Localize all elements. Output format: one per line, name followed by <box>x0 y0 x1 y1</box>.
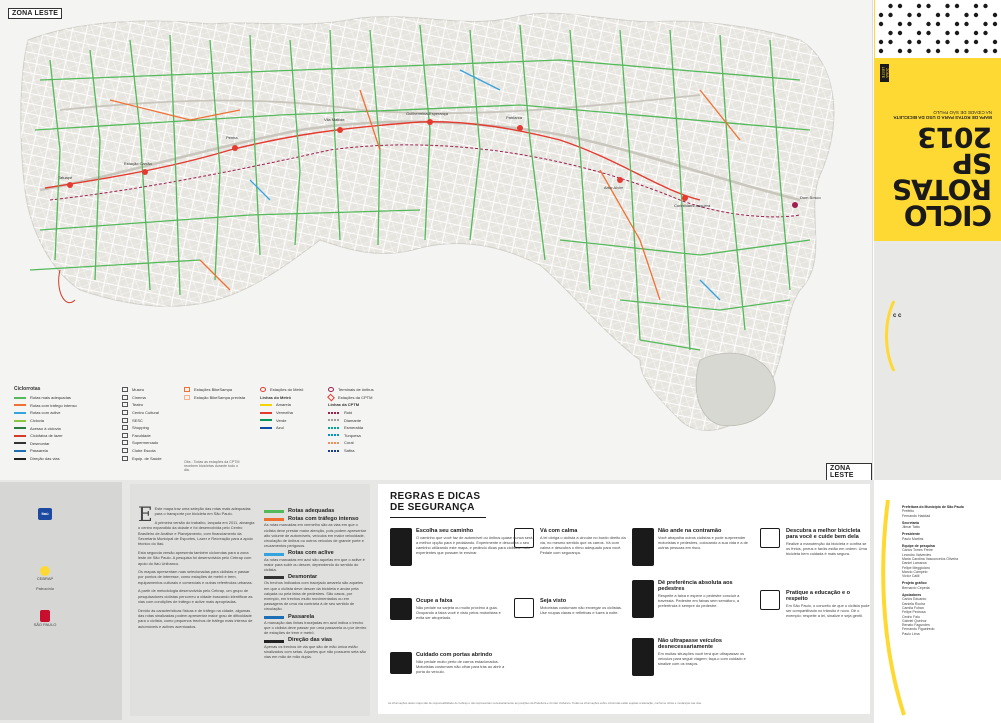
sesc-icon <box>122 418 128 423</box>
legend-bike <box>184 386 254 472</box>
wrong-way-icon <box>632 528 654 566</box>
dot <box>993 40 997 44</box>
legend-label: Museu <box>132 387 145 393</box>
dot <box>974 13 978 17</box>
metro-station-icon <box>260 387 266 392</box>
rule-item <box>786 590 870 618</box>
swatch <box>14 435 26 437</box>
intro-paragraph-text: Este mapa traz uma seleção das rotas mais adequadas para o transporte por bicicleta em São Paulo. <box>154 506 251 517</box>
staff-heading: Presidente <box>902 532 920 537</box>
legend-row <box>14 409 112 417</box>
rule-title: Vá com calma <box>540 528 578 534</box>
dropcap: E <box>138 502 153 526</box>
staff-name: Carlos Torres Freire <box>902 548 933 553</box>
swatch <box>260 427 272 429</box>
legend-row <box>184 394 254 402</box>
staff-name: Maria Carolina Vasconcelos Oliveira <box>902 556 959 561</box>
dot <box>898 22 902 26</box>
route-type-heading <box>264 509 368 514</box>
place-label: Guilhermina-Esperança <box>406 111 449 116</box>
staff-name: Cedric Falu <box>902 614 920 619</box>
park-area <box>696 353 775 426</box>
university-icon <box>122 433 128 438</box>
legend-row <box>328 386 398 394</box>
dot <box>917 40 921 44</box>
crosswalk-icon <box>632 580 654 618</box>
rule-title: Seja visto <box>540 598 567 604</box>
legend-label: Estação BikeSampa prevista <box>194 394 246 400</box>
cebrap-logo <box>40 566 50 576</box>
swatch <box>260 412 272 414</box>
sponsor-label: Patrocínio <box>35 586 54 591</box>
bicycles-icon <box>760 528 780 548</box>
legend-label: Ciclovia <box>30 418 45 424</box>
legend-row <box>122 416 176 424</box>
staff-name: Marcio Campelo <box>902 569 928 574</box>
legend-label: Rotas mais adequadas <box>30 395 71 401</box>
itau-logo: Itaú <box>38 508 52 520</box>
staff-name: Victor Callil <box>902 574 920 579</box>
staff-heading: Prefeitura do Município de São Paulo <box>902 505 964 509</box>
credits-panel <box>874 241 1001 481</box>
dot <box>983 4 987 8</box>
rule-item <box>416 528 534 555</box>
route-type-text: As rotas marcadas em azul são aquelas em que o aclive é maior para subir ou descer, dependendo do sentido do ciclista. <box>264 556 365 573</box>
sponsor-logo <box>10 508 80 520</box>
rule-title: Descubra a melhor bicicleta para você e cuide bem dela <box>786 528 861 541</box>
rule-item <box>416 652 510 674</box>
dot <box>955 4 959 8</box>
route-type-text: As rotas marcadas em vermelho são as vias em que o ciclista deve prestar maior atenção, pois podem apresentar alto volume de automóveis, veículos em maior velocidade, circulação de ônibus ou outros veículos de grande porte e cruzamentos perigosos. <box>264 522 367 549</box>
place-label: Corinthians-Itaquera <box>674 203 711 208</box>
dot <box>983 22 987 26</box>
rule-item <box>658 580 754 608</box>
dot <box>945 40 949 44</box>
intro-paragraph: Devido às características físicas e de tráfego na cidade, algumas das rotas sinalizadas podem apresentar maior grau de dificuldade para o ciclista, como pequenos trechos de tráfego mais intenso de automóveis e aclives acentuados. <box>138 607 253 629</box>
staff-name: Paulo Lima <box>902 631 920 636</box>
legend-poi <box>122 386 176 462</box>
legend-row <box>328 432 398 440</box>
legend-label: Teatro <box>132 402 144 408</box>
legend-label: Cinema <box>132 394 146 400</box>
staff-name: Gabriel Queiroz <box>902 618 927 623</box>
bikesampa-icon <box>184 387 190 392</box>
legend-label: Shopping <box>132 425 149 431</box>
legend-row <box>122 386 176 394</box>
legend-label: Azul <box>276 425 284 431</box>
swatch <box>14 420 26 422</box>
swatch <box>260 419 272 421</box>
rule-item <box>540 528 628 555</box>
place-label: Vila Matilde <box>324 117 345 122</box>
dot <box>983 31 987 35</box>
staff-name: Renato Fagundes <box>902 623 930 628</box>
rule-text: Não pedale na sarjeta ou muito próximo à guia. Ocupando a faixa você é visto pelos motoristas e evita ser atropelado. <box>416 605 501 621</box>
legend-label: Ciclofaixa de lazer <box>30 433 63 439</box>
dot <box>917 13 921 17</box>
place-label: Estação Carrão <box>124 161 152 166</box>
route-swatch <box>264 518 284 521</box>
swatch <box>14 412 26 414</box>
dot <box>964 22 968 26</box>
dot <box>964 13 968 17</box>
place-label: Tatuapé <box>58 175 73 180</box>
dot <box>945 4 949 8</box>
legend-row <box>14 440 112 448</box>
staff-name: Leandro Valverdes <box>902 552 932 557</box>
place-label: Penha <box>226 135 238 140</box>
route-type-text: Apenas os trechos de via que são de mão única estão sinalizados com setas. Aqueles que não possuem seta são vias em mão de mão dupla. <box>264 643 366 660</box>
rule-item <box>416 598 510 620</box>
no-overtake-icon <box>632 638 654 676</box>
rule-text: Em São Paulo, o conceito de que o ciclista pode ser compartilhado no trânsito é novo. Dê o exemplo: respeite a lei, sinalize e seja gentil. <box>786 603 870 619</box>
legend-row <box>14 417 112 425</box>
swatch <box>328 419 340 421</box>
take-lane-icon <box>390 598 412 620</box>
swatch <box>328 450 340 452</box>
car-door-icon <box>390 652 412 674</box>
legend-metro <box>260 386 326 432</box>
dot <box>898 31 902 35</box>
legend-label: Supermercado <box>132 440 159 446</box>
dot-wave-decoration <box>874 241 1001 481</box>
legend-label: Clube Escola <box>132 448 156 454</box>
zone-label-bottom: ZONA LESTE <box>826 463 872 481</box>
swatch <box>14 458 26 460</box>
dot <box>907 13 911 17</box>
rule-text: A lei obriga o ciclista a circular no bordo direito da via, no mesmo sentido que os carros. Vá com calma e descubra o ritmo adequado para você. Pedale com segurança. <box>540 535 626 556</box>
rule-title: Pratique a educação e o respeito <box>786 590 851 603</box>
staff-name: Jilmar Tatto <box>902 525 920 530</box>
health-icon <box>122 456 128 461</box>
bikesampa-planned-icon <box>184 395 190 400</box>
route-type-title: Rotas adequadas <box>288 508 335 514</box>
rule-text: Realize a manutenção da bicicleta e confira se os freios, pneus e faróis estão em ordem. Uma bicicleta bem cuidada é mais segura. <box>786 541 867 557</box>
legend-row <box>122 401 176 409</box>
theater-icon <box>122 402 128 407</box>
dot <box>955 22 959 26</box>
dot <box>993 22 997 26</box>
legend-row <box>14 432 112 440</box>
rule-text: Você atrapalha outros ciclistas e pode surpreender motoristas e pedestres, colocando a sua vida e a de outras pessoas em risco. <box>658 535 748 551</box>
rule-title: Ocupe a faixa <box>416 598 453 604</box>
legend-label: Direção das vias <box>30 456 60 462</box>
staff-heading: Equipe de pesquisa <box>902 544 935 549</box>
swatch <box>14 427 26 429</box>
cover-subtitle: MAPA DE ROTAS PARA O USO DA BICICLETA <box>893 115 992 120</box>
cover-title-block <box>884 78 992 232</box>
dot <box>926 49 930 53</box>
intro-paragraph: A partir de metodologia desenvolvida pelo Cebrap, um grupo de pesquisadores ciclistas percorreu a cidade buscando identificar as vias com condições de tráfego e aclive mais apropriadas. <box>138 588 253 605</box>
dot <box>945 31 949 35</box>
route-swatch <box>264 576 284 579</box>
rule-title: Não ultrapasse veículos desnecessariamente <box>658 638 723 651</box>
legend-cptm <box>328 386 398 454</box>
cc-mark: c c <box>893 313 902 319</box>
staff-heading: Secretaria <box>902 520 919 525</box>
legend-row <box>122 447 176 455</box>
legend-row <box>328 409 398 417</box>
legend-row <box>260 424 326 432</box>
route-swatch <box>264 616 284 619</box>
staff-name: Fernando Figueiredo <box>902 627 935 632</box>
legend-label: Verde <box>276 417 287 423</box>
museum-icon <box>122 387 128 392</box>
cptm-station-icon <box>327 394 335 402</box>
legend-label: Amarela <box>276 402 291 408</box>
rule-title: Cuidado com portas abrindo <box>416 652 493 658</box>
cover-subtitle-2: NA CIDADE DE SÃO PAULO <box>933 110 992 115</box>
cinema-icon <box>122 395 128 400</box>
route-swatch <box>264 510 284 513</box>
legend-row <box>184 386 254 394</box>
courtesy-icon <box>760 590 780 610</box>
dot <box>955 31 959 35</box>
rule-title: Escolha seu caminho <box>416 528 474 534</box>
dot <box>926 31 930 35</box>
dot <box>888 13 892 17</box>
legend-label: Diamante <box>344 417 362 423</box>
legend-row <box>14 424 112 432</box>
legend-row <box>122 394 176 402</box>
dot <box>879 49 883 53</box>
staff-heading: Apoiadores <box>902 593 922 598</box>
rule-title: Não ande na contramão <box>658 528 722 534</box>
dot <box>879 22 883 26</box>
swatch <box>14 442 26 444</box>
staff-name: Felipe Meggiolaro <box>902 565 930 570</box>
legend-row <box>260 416 326 424</box>
intro-paragraph <box>138 502 256 526</box>
legend-row <box>328 416 398 424</box>
route-type-title: Desmontar <box>288 574 318 581</box>
dot <box>993 13 997 17</box>
route-type-text: A marcação das linhas tracejadas em azul indica o trecho que o ciclista deve passar por uma passarela ou por dentro de estações de trem e metrô. <box>264 619 367 636</box>
rules-title-line: DE SEGURANÇA <box>390 502 475 513</box>
route-type-title: Direção das vias <box>288 637 333 644</box>
route-type-text: Os trechos indicados com tracejado amarelo são aqueles em que o ciclista deve descer da bicicleta e andar pela calçada ou pela faixa de pedestres. São casos, por exemplo, em trechos muito movimentados ou em passagens de uma via contrária à de seu sentido de circulação. <box>264 580 364 612</box>
dot <box>974 40 978 44</box>
swatch <box>328 434 340 436</box>
swatch <box>14 397 26 399</box>
bike-lane-icon <box>390 528 412 566</box>
legend-row <box>122 439 176 447</box>
dot <box>898 49 902 53</box>
dot <box>926 4 930 8</box>
legend-label: Turquesa <box>344 432 361 438</box>
legend-routes-title: Ciclorrotas <box>14 386 41 392</box>
dot <box>907 40 911 44</box>
staff-credits <box>902 502 997 636</box>
legend-row <box>260 401 326 409</box>
dot <box>936 22 940 26</box>
rule-title: Dê preferência absoluta aos pedestres <box>658 580 733 593</box>
dot <box>907 22 911 26</box>
dot <box>964 49 968 53</box>
staff-name: Carlos Eduardo <box>902 597 927 602</box>
route-types <box>264 506 368 659</box>
rules-divider <box>390 517 486 518</box>
dot <box>936 40 940 44</box>
staff-name: Bernardo Cepeda <box>902 585 930 590</box>
cover-title-line: CICLO <box>904 199 992 232</box>
supermarket-icon <box>122 440 128 445</box>
legend-note: Obs.: Todas as estações da CPTM recebem bicicletas durante todo o dia. <box>184 460 240 472</box>
route-swatch <box>264 553 284 556</box>
legend-row <box>328 447 398 455</box>
dot <box>888 4 892 8</box>
dot <box>888 31 892 35</box>
sponsor-logo <box>10 566 80 581</box>
staff-name: Camila Fuhan <box>902 605 924 610</box>
legend-row <box>14 402 112 410</box>
legend-row <box>14 447 112 455</box>
rule-item <box>658 638 754 666</box>
route-type-title: Rotas com aclive <box>288 550 334 557</box>
rule-text: O caminho que você faz de automóvel ou ônibus quase nunca será a melhor opção para ir pedalando. Experimente e descubra o seu caminho utilizando este mapa, e pedindo dicas para ciclistas mais experientes que possam te ensinar. <box>416 535 533 556</box>
staff-name: Paulo Martins <box>902 536 924 541</box>
legend-label: Vermelha <box>276 410 293 416</box>
legend-row <box>260 409 326 417</box>
sponsor-strip <box>0 482 122 720</box>
staff-name: Felipe Pedrosa <box>902 610 926 615</box>
bus-terminal-icon <box>328 387 334 392</box>
legend-row <box>122 454 176 462</box>
sponsor-logo <box>10 610 80 627</box>
legend-label: Equip. de Saúde <box>132 455 162 461</box>
cover-title-line: SP 2013 <box>918 121 992 180</box>
legend-label: Rubi <box>344 410 353 416</box>
legend-label: Esmeralda <box>344 425 364 431</box>
rule-text: Motoristas costumam não enxergar os ciclistas. Use roupas claras e refletivas e luzes à noite. <box>540 605 622 616</box>
dot <box>964 40 968 44</box>
dot <box>936 49 940 53</box>
dot <box>983 49 987 53</box>
legend-label: SESC <box>132 417 143 423</box>
club-icon <box>122 448 128 453</box>
rule-text: Respeite a faixa e espere o pedestre concluir a travessia. Pedestre em faixas sem semáforo, a preferência é sempre do pedestre. <box>658 593 740 609</box>
dot <box>936 13 940 17</box>
dot <box>879 40 883 44</box>
staff-name: Daniel Lamarca <box>902 561 927 566</box>
dot <box>917 31 921 35</box>
route-type-title: Passarela <box>288 613 315 620</box>
rules-title-line: REGRAS E DICAS <box>390 491 481 502</box>
route-type-title: Rotas com tráfego intenso <box>288 516 359 523</box>
legend-label: Centro Cultural <box>132 410 159 416</box>
legend-row <box>122 409 176 417</box>
rule-item <box>786 528 870 556</box>
dot <box>898 4 902 8</box>
legend-cptm-title: Linhas da CPTM <box>328 402 360 408</box>
dot <box>879 13 883 17</box>
dot <box>945 13 949 17</box>
legend-row <box>260 386 326 394</box>
dot <box>993 49 997 53</box>
staff-name: Daniela Rocha <box>902 601 925 606</box>
footnote: As informações deste mapa são de responsabilidade do Cebrap e não representam necessariamente as posições da Prefeitura e do Itaú Unibanco. Todas as informações sobre ciclorrotas estão sujeitas a alteração, conforme obras e mudanças nas vias. <box>388 701 702 705</box>
route-swatch <box>264 640 284 643</box>
swatch <box>328 412 340 414</box>
legend-label: Faculdade <box>132 432 151 438</box>
legend-row <box>328 424 398 432</box>
cover-title-line: ROTAS <box>892 173 992 206</box>
staff-name: Prefeito <box>902 509 915 514</box>
cover-badge: ZONA LESTE <box>880 64 889 82</box>
legend-label: Terminais de ônibus <box>338 387 374 393</box>
swatch <box>14 404 26 406</box>
sponsor-label: CEBRAP <box>36 576 54 581</box>
dot <box>926 22 930 26</box>
swatch <box>260 404 272 406</box>
cover-title <box>884 121 992 232</box>
be-seen-icon <box>514 598 534 618</box>
legend-row <box>328 394 398 402</box>
legend-label: Rotas com aclive <box>30 410 61 416</box>
dot <box>974 4 978 8</box>
legend-row <box>122 432 176 440</box>
rules-title <box>390 491 480 513</box>
legend-routes <box>14 386 112 462</box>
dot <box>974 31 978 35</box>
legend-label: Safira <box>344 448 355 454</box>
legend-label: Estações da CPTM <box>338 394 373 400</box>
intro-paragraph: Os mapas apresentam ruas selecionadas para ciclistas e passar por pontos de interesse, como estações de metrô e trem, equipamentos culturais e comerciais e outras referências urbanas. <box>138 569 253 585</box>
legend-label: Desmontar <box>30 440 50 446</box>
rule-item <box>658 528 754 550</box>
dot <box>888 40 892 44</box>
legend-row <box>14 394 112 402</box>
dot <box>917 4 921 8</box>
dot-pattern <box>875 0 1001 58</box>
sponsor-label: SÃO PAULO <box>33 622 57 627</box>
legend-row <box>328 439 398 447</box>
rule-item <box>540 598 628 615</box>
place-label: Artur Alvim <box>604 185 624 190</box>
swatch <box>14 450 26 452</box>
dot <box>907 49 911 53</box>
sp-crest-icon <box>40 610 50 622</box>
legend-row <box>14 455 112 463</box>
legend-label: Estações BikeSampa <box>194 387 233 393</box>
cptm-station <box>792 202 798 208</box>
shopping-icon <box>122 425 128 430</box>
zone-label-top: ZONA LESTE <box>8 8 62 19</box>
staff-name: Fernando Haddad <box>902 513 931 518</box>
cultural-center-icon <box>122 410 128 415</box>
dot <box>955 49 959 53</box>
swatch <box>328 442 340 444</box>
intro-paragraph: Esta segunda versão apresenta também ciclorrotas para a zona leste de São Paulo. A pesquisa foi desenvolvida pelo Cebrap com apoio do Itaú Unibanco. <box>138 549 252 566</box>
staff-heading: Projeto gráfico <box>902 581 927 586</box>
legend-label: Passarela <box>30 448 48 454</box>
rule-text: Não pedale muito perto de carros estacionados. Motoristas costumam não olhar para trás ao abrir a porta do veículo. <box>416 659 505 675</box>
intro-paragraph: A primeira versão do trabalho, lançada em 2011, abrangia o centro expandido da cidade e foi desenvolvida pelo Centro Brasileiro de Análise e Planejamento, com financiamento da Secretaria Municipal de Esportes, Lazer e Recreação para a apoio técnico do Itaú. <box>138 519 255 547</box>
legend-label: Acesso à ciclovia <box>30 425 61 431</box>
legend-label: Coral <box>344 440 354 446</box>
map-legend <box>14 386 534 478</box>
legend-label: Rotas com tráfego intenso <box>30 402 77 408</box>
swatch <box>328 427 340 429</box>
place-label: Patriarca <box>506 115 523 120</box>
intro-text <box>138 502 256 632</box>
place-label: Dom Bosco <box>800 195 821 200</box>
rule-text: Em muitas situações você terá que ultrapassar os veículos para seguir viagem; faça-o com cuidado e sinalize com os braços. <box>658 651 746 667</box>
legend-metro-title: Linhas do Metrô <box>260 394 291 400</box>
legend-row <box>122 424 176 432</box>
legend-label: Estações do Metrô <box>270 387 304 393</box>
